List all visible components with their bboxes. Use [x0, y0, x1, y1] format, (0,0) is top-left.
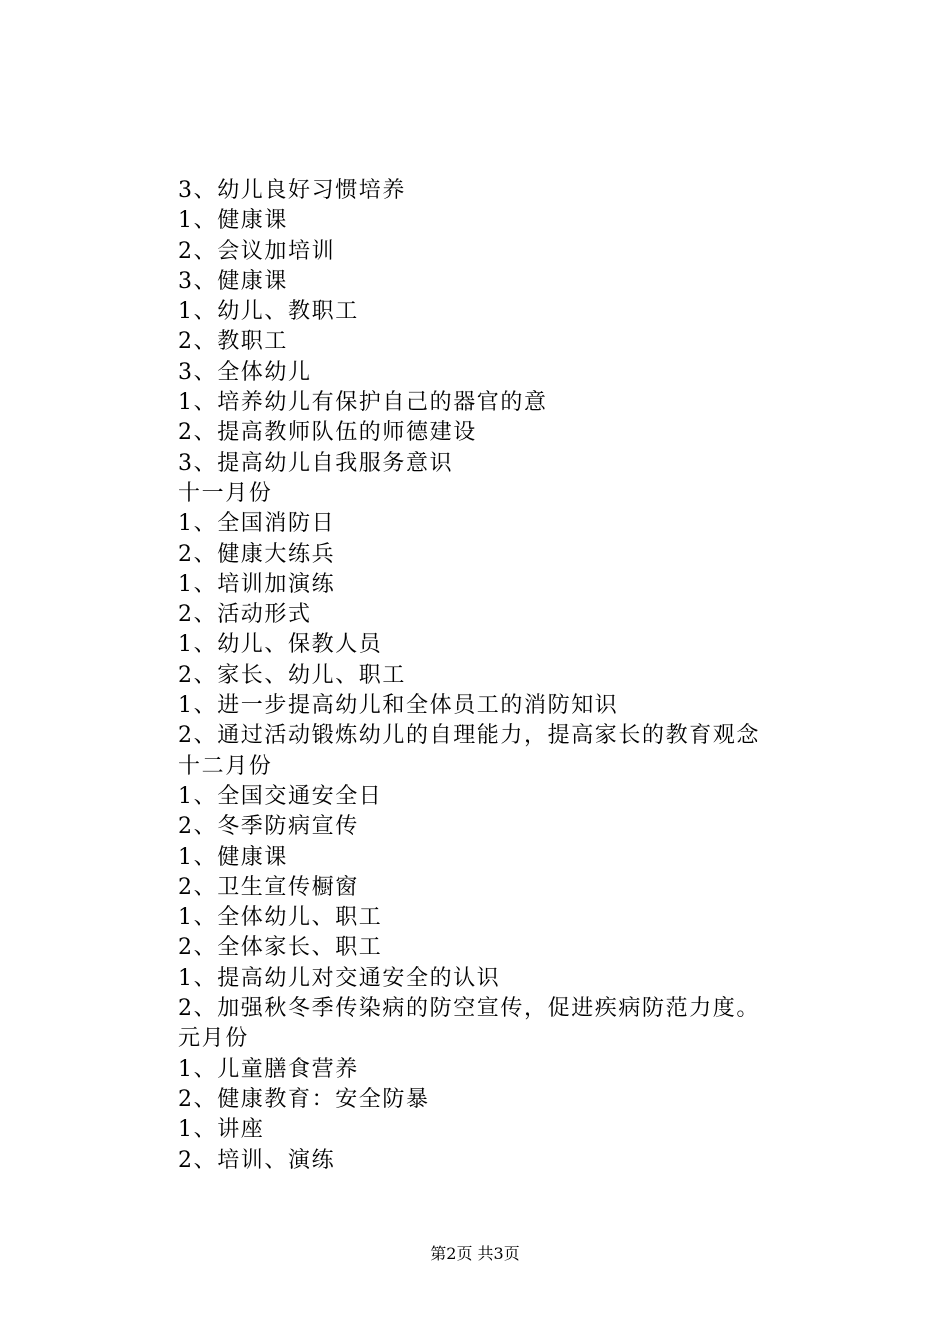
- text-line: 1、儿童膳食营养: [178, 1056, 359, 1082]
- text-line: 2、卫生宣传橱窗: [178, 874, 359, 900]
- text-line: 3、全体幼儿: [178, 359, 312, 385]
- text-line: 1、健康课: [178, 844, 288, 870]
- text-line: 2、冬季防病宣传: [178, 814, 359, 840]
- text-line: 1、讲座: [178, 1117, 265, 1143]
- text-line: 2、教职工: [178, 329, 288, 355]
- document-body: [178, 176, 760, 1176]
- text-line: 1、幼儿、保教人员: [178, 632, 383, 658]
- text-line: 2、健康大练兵: [178, 541, 336, 567]
- text-line: 1、全国交通安全日: [178, 783, 383, 809]
- text-line: 1、培训加演练: [178, 571, 336, 597]
- text-line: 1、全体幼儿、职工: [178, 905, 383, 931]
- text-line: 2、提高教师队伍的师德建设: [178, 420, 477, 446]
- text-line: 1、幼儿、教职工: [178, 299, 359, 325]
- text-line: 2、活动形式: [178, 602, 312, 628]
- text-line: 2、会议加培训: [178, 238, 336, 264]
- section-heading: 元月份: [178, 1026, 249, 1052]
- page-number-footer: 第2页 共3页: [430, 1244, 520, 1263]
- text-line: 1、进一步提高幼儿和全体员工的消防知识: [178, 693, 619, 719]
- text-line: 2、培训、演练: [178, 1147, 336, 1173]
- text-line: 2、健康教育：安全防暴: [178, 1086, 430, 1112]
- text-line: 3、提高幼儿自我服务意识: [178, 450, 454, 476]
- text-line: 1、全国消防日: [178, 511, 336, 537]
- section-heading: 十二月份: [178, 753, 273, 779]
- text-line: 2、通过活动锻炼幼儿的自理能力，提高家长的教育观念: [178, 723, 760, 749]
- text-line: 2、加强秋冬季传染病的防空宣传，促进疾病防范力度。: [178, 996, 760, 1022]
- text-line: 2、家长、幼儿、职工: [178, 662, 406, 688]
- text-line: 3、幼儿良好习惯培养: [178, 178, 406, 203]
- text-line: 2、全体家长、职工: [178, 935, 383, 961]
- section-heading: 十一月份: [178, 480, 273, 506]
- text-line: 1、培养幼儿有保护自己的器官的意: [178, 390, 548, 416]
- text-line: 3、健康课: [178, 268, 288, 294]
- text-line: 1、健康课: [178, 208, 288, 234]
- text-line: 1、提高幼儿对交通安全的认识: [178, 965, 501, 991]
